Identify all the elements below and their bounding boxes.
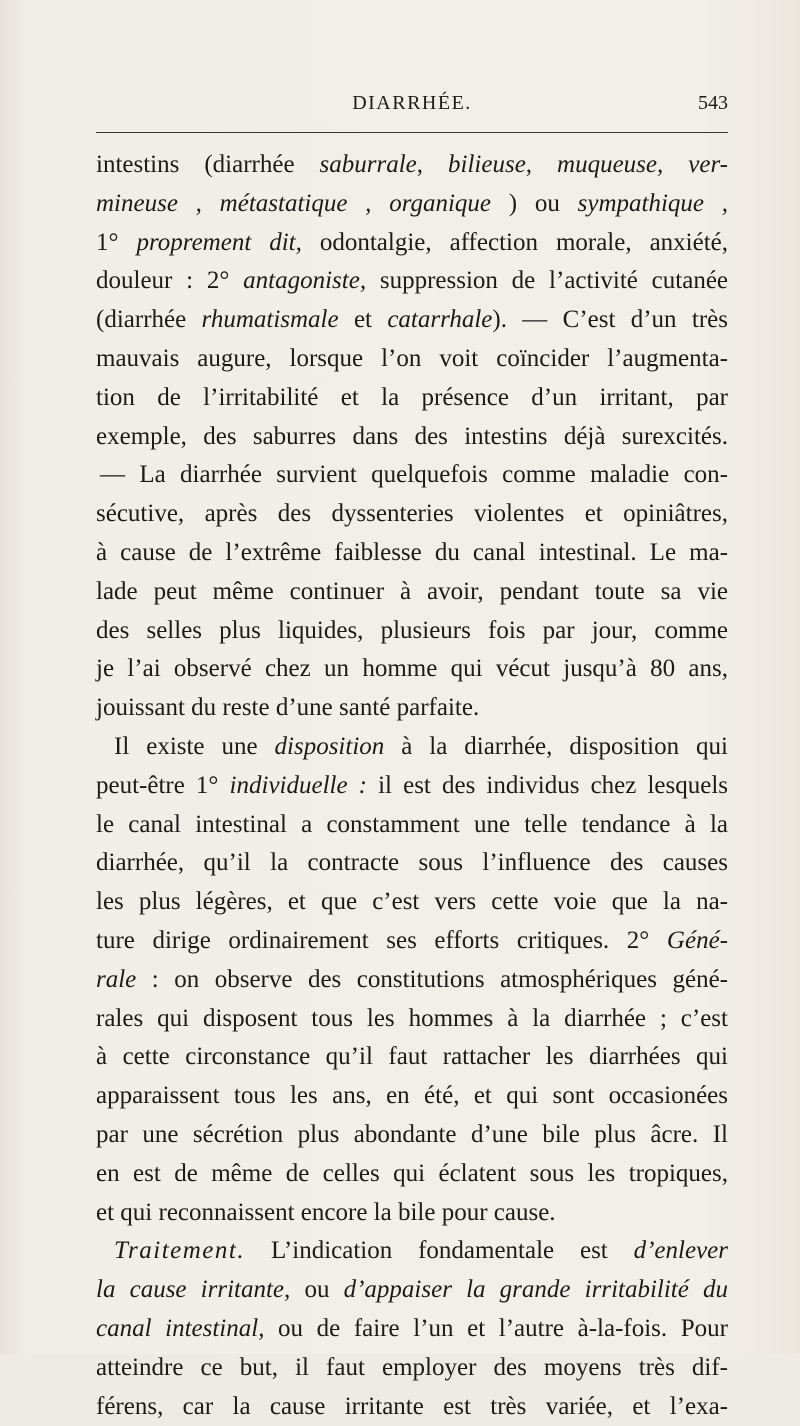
italic-text: canal intestinal, [96,1315,264,1342]
text-run: — La diarrhée survient quelquefois comme maladie con- [100,461,728,488]
italic-text: rhumatismale [202,306,339,333]
italic-text: rale [96,966,136,993]
text-run: à cette circonstance qu’il faut rattacher les diarrhées qui [96,1043,728,1070]
text-run: atteindre ce but, il faut employer des moyens très dif- [96,1354,728,1381]
text-line [96,1038,728,1077]
text-line [96,146,728,185]
italic-text: saburrale [320,151,417,178]
italic-text: individuelle : [230,772,367,799]
text-run: L’indication fondamentale est [245,1237,634,1264]
italic-text: la cause irritante, [96,1276,290,1303]
italic-text: disposition [275,733,385,760]
text-run: jouissant du reste d’une santé parfaite. [96,694,479,721]
text-run: ture dirige ordinairement ses efforts critiques. 2° [96,927,667,954]
text-run: suppression de l’activité cutanée [366,267,728,294]
text-line [96,844,728,883]
text-run: et [339,306,388,333]
text-line [96,301,728,340]
text-line [96,1349,728,1388]
text-line [96,883,728,922]
text-run: à cause de l’extrême faiblesse du canal intestinal. Le ma- [96,539,728,566]
text-run: 1° [96,229,136,256]
text-line [96,1271,728,1310]
page-number: 543 [698,92,728,115]
text-run: : on observe des constitutions atmosphériques géné- [136,966,728,993]
text-run: mauvais augure, lorsque l’on voit coïncider l’augmenta- [96,345,728,372]
italic-text: proprement dit, [136,229,301,256]
text-line [96,573,728,612]
text-line [96,1310,728,1349]
italic-text: mineuse , métastatique , organique [96,190,491,217]
text-run: ) ou [491,190,578,217]
text-run: apparaissent tous les ans, en été, et qui sont occasionées [96,1082,728,1109]
italic-text: d’appaiser la grande irritabilité du [344,1276,728,1303]
text-run: rales qui disposent tous les hommes à la diarrhée ; c’est [96,1005,728,1032]
text-run: (diarrhée [96,306,202,333]
text-line [96,961,728,1000]
body-text [96,146,728,1426]
italic-text: d’enlever [634,1237,728,1264]
text-run: Il existe une [114,733,275,760]
italic-text: catarrhale [387,306,492,333]
running-head [96,92,728,122]
text-line [96,728,728,767]
text-run: tion de l’irritabilité et la présence d’un irritant, par [96,384,728,411]
text-run: les plus légères, et que c’est vers cette voie que la na- [96,888,728,915]
text-line [96,418,728,457]
text-line [96,456,728,495]
text-line [96,1000,728,1039]
text-run: des selles plus liquides, plusieurs fois par jour, comme [96,617,728,644]
text-run: ou de faire l’un et l’autre à-la-fois. Pour [264,1315,728,1342]
text-line [96,224,728,263]
italic-text: antagoniste, [243,267,366,294]
text-run: odontalgie, affection morale, anxiété, [302,229,728,256]
text-run: il est des individus chez lesquels [367,772,728,799]
text-line [96,1077,728,1116]
text-line [96,495,728,534]
text-run: ). — C’est d’un très [492,306,728,333]
text-run: à la diarrhée, disposition qui [384,733,728,760]
text-line [96,262,728,301]
text-line [96,612,728,651]
text-line [96,767,728,806]
text-run: lade peut même continuer à avoir, pendant toute sa vie [96,578,728,605]
text-line [96,1388,728,1426]
text-run: le canal intestinal a constamment une telle tendance à la [96,811,728,838]
text-line [96,806,728,845]
text-run: férens, car la cause irritante est très variée, et l’exa- [96,1393,728,1420]
text-run: intestins (diarrhée [96,151,320,178]
text-run: je l’ai observé chez un homme qui vécut jusqu’à 80 ans, [96,655,728,682]
italic-text: sympathique , [578,190,728,217]
text-line [96,650,728,689]
text-run: douleur : 2° [96,267,243,294]
text-line [96,1194,728,1233]
text-run: sécutive, après des dyssenteries violentes et opiniâtres, [96,500,728,527]
text-run: exemple, des saburres dans des intestins déjà surexcités. [96,423,728,450]
text-line [96,340,728,379]
running-title: DIARRHÉE. [96,92,728,115]
text-run: par une sécrétion plus abondante d’une bile plus âcre. Il [96,1121,728,1148]
text-line [96,379,728,418]
text-line [96,922,728,961]
italic-text: Traitement. [114,1237,245,1264]
text-run: et qui reconnaissent encore la bile pour cause. [96,1199,556,1226]
text-run: diarrhée, qu’il la contracte sous l’influence des causes [96,849,728,876]
text-run: ou [290,1276,343,1303]
text-line [96,185,728,224]
text-line [96,1155,728,1194]
text-line [96,534,728,573]
header-rule [96,132,728,133]
text-line [96,689,728,728]
italic-text: bilieuse, muqueuse, ver- [448,151,728,178]
text-run: en est de même de celles qui éclatent sous les tropiques, [96,1160,728,1187]
text-run: , [417,151,448,178]
text-run: peut-être 1° [96,772,230,799]
text-line [96,1116,728,1155]
text-line [96,1232,728,1271]
italic-text: Géné- [667,927,728,954]
